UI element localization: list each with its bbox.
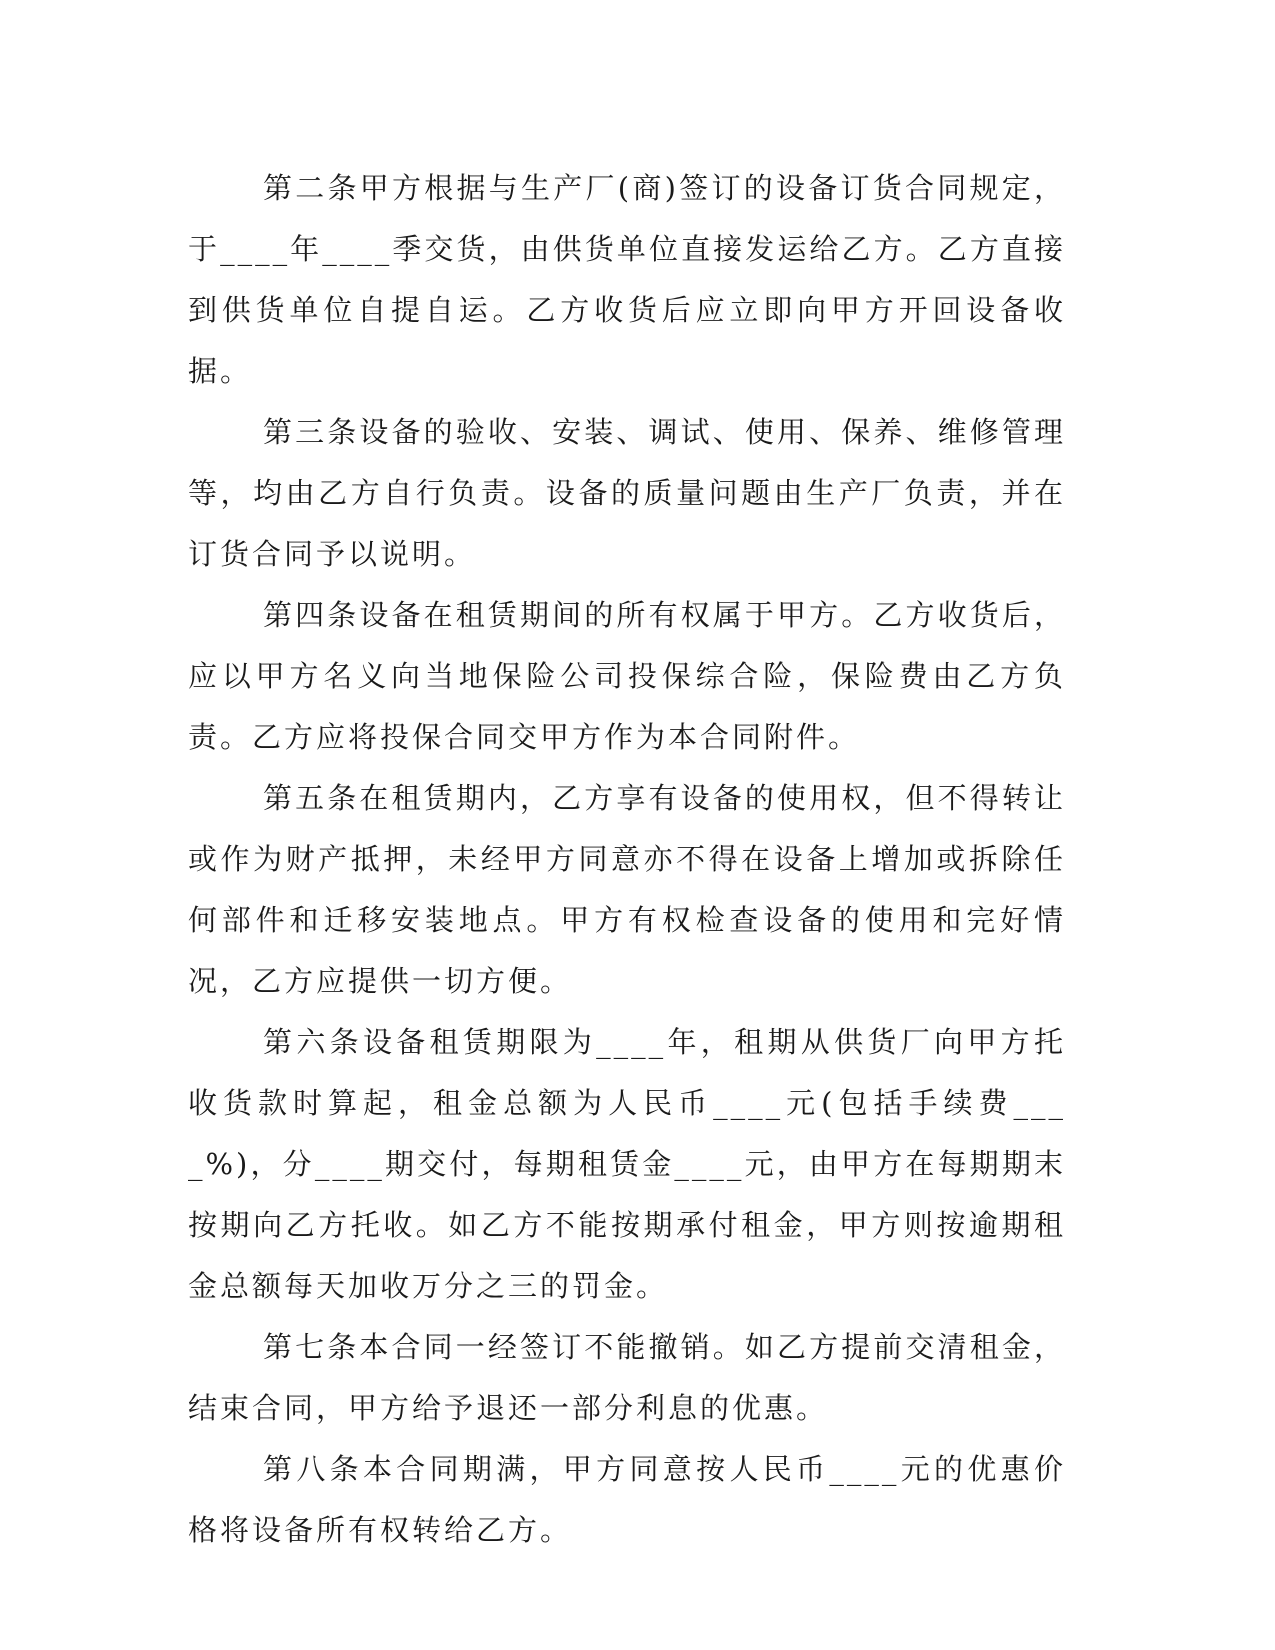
clause-6: 第六条设备租赁期限为____年，租期从供货厂向甲方托收货款时算起，租金总额为人民币____元(包括手续费____%)，分____期交付，每期租赁金____元，由甲方在每期期末按期向乙方托收。如乙方不能按期承付租金，甲方则按逾期租金总额每天加收万分之三的罚金。 — [188, 1025, 1066, 1303]
clause-7: 第七条本合同一经签订不能撤销。如乙方提前交清租金，结束合同，甲方给予退还一部分利息的优惠。 — [188, 1330, 1066, 1425]
clause-8: 第八条本合同期满，甲方同意按人民币____元的优惠价格将设备所有权转给乙方。 — [188, 1452, 1066, 1547]
clause-3: 第三条设备的验收、安装、调试、使用、保养、维修管理等，均由乙方自行负责。设备的质量问题由生产厂负责，并在订货合同予以说明。 — [188, 415, 1066, 571]
document-body — [188, 158, 1066, 1561]
clause-5: 第五条在租赁期内，乙方享有设备的使用权，但不得转让或作为财产抵押，未经甲方同意亦不得在设备上增加或拆除任何部件和迁移安装地点。甲方有权检查设备的使用和完好情况，乙方应提供一切方便。 — [188, 781, 1066, 998]
clause-2: 第二条甲方根据与生产厂(商)签订的设备订货合同规定，于____年____季交货，由供货单位直接发运给乙方。乙方直接到供货单位自提自运。乙方收货后应立即向甲方开回设备收据。 — [188, 171, 1066, 388]
clause-4: 第四条设备在租赁期间的所有权属于甲方。乙方收货后，应以甲方名义向当地保险公司投保综合险，保险费由乙方负责。乙方应将投保合同交甲方作为本合同附件。 — [188, 598, 1066, 754]
